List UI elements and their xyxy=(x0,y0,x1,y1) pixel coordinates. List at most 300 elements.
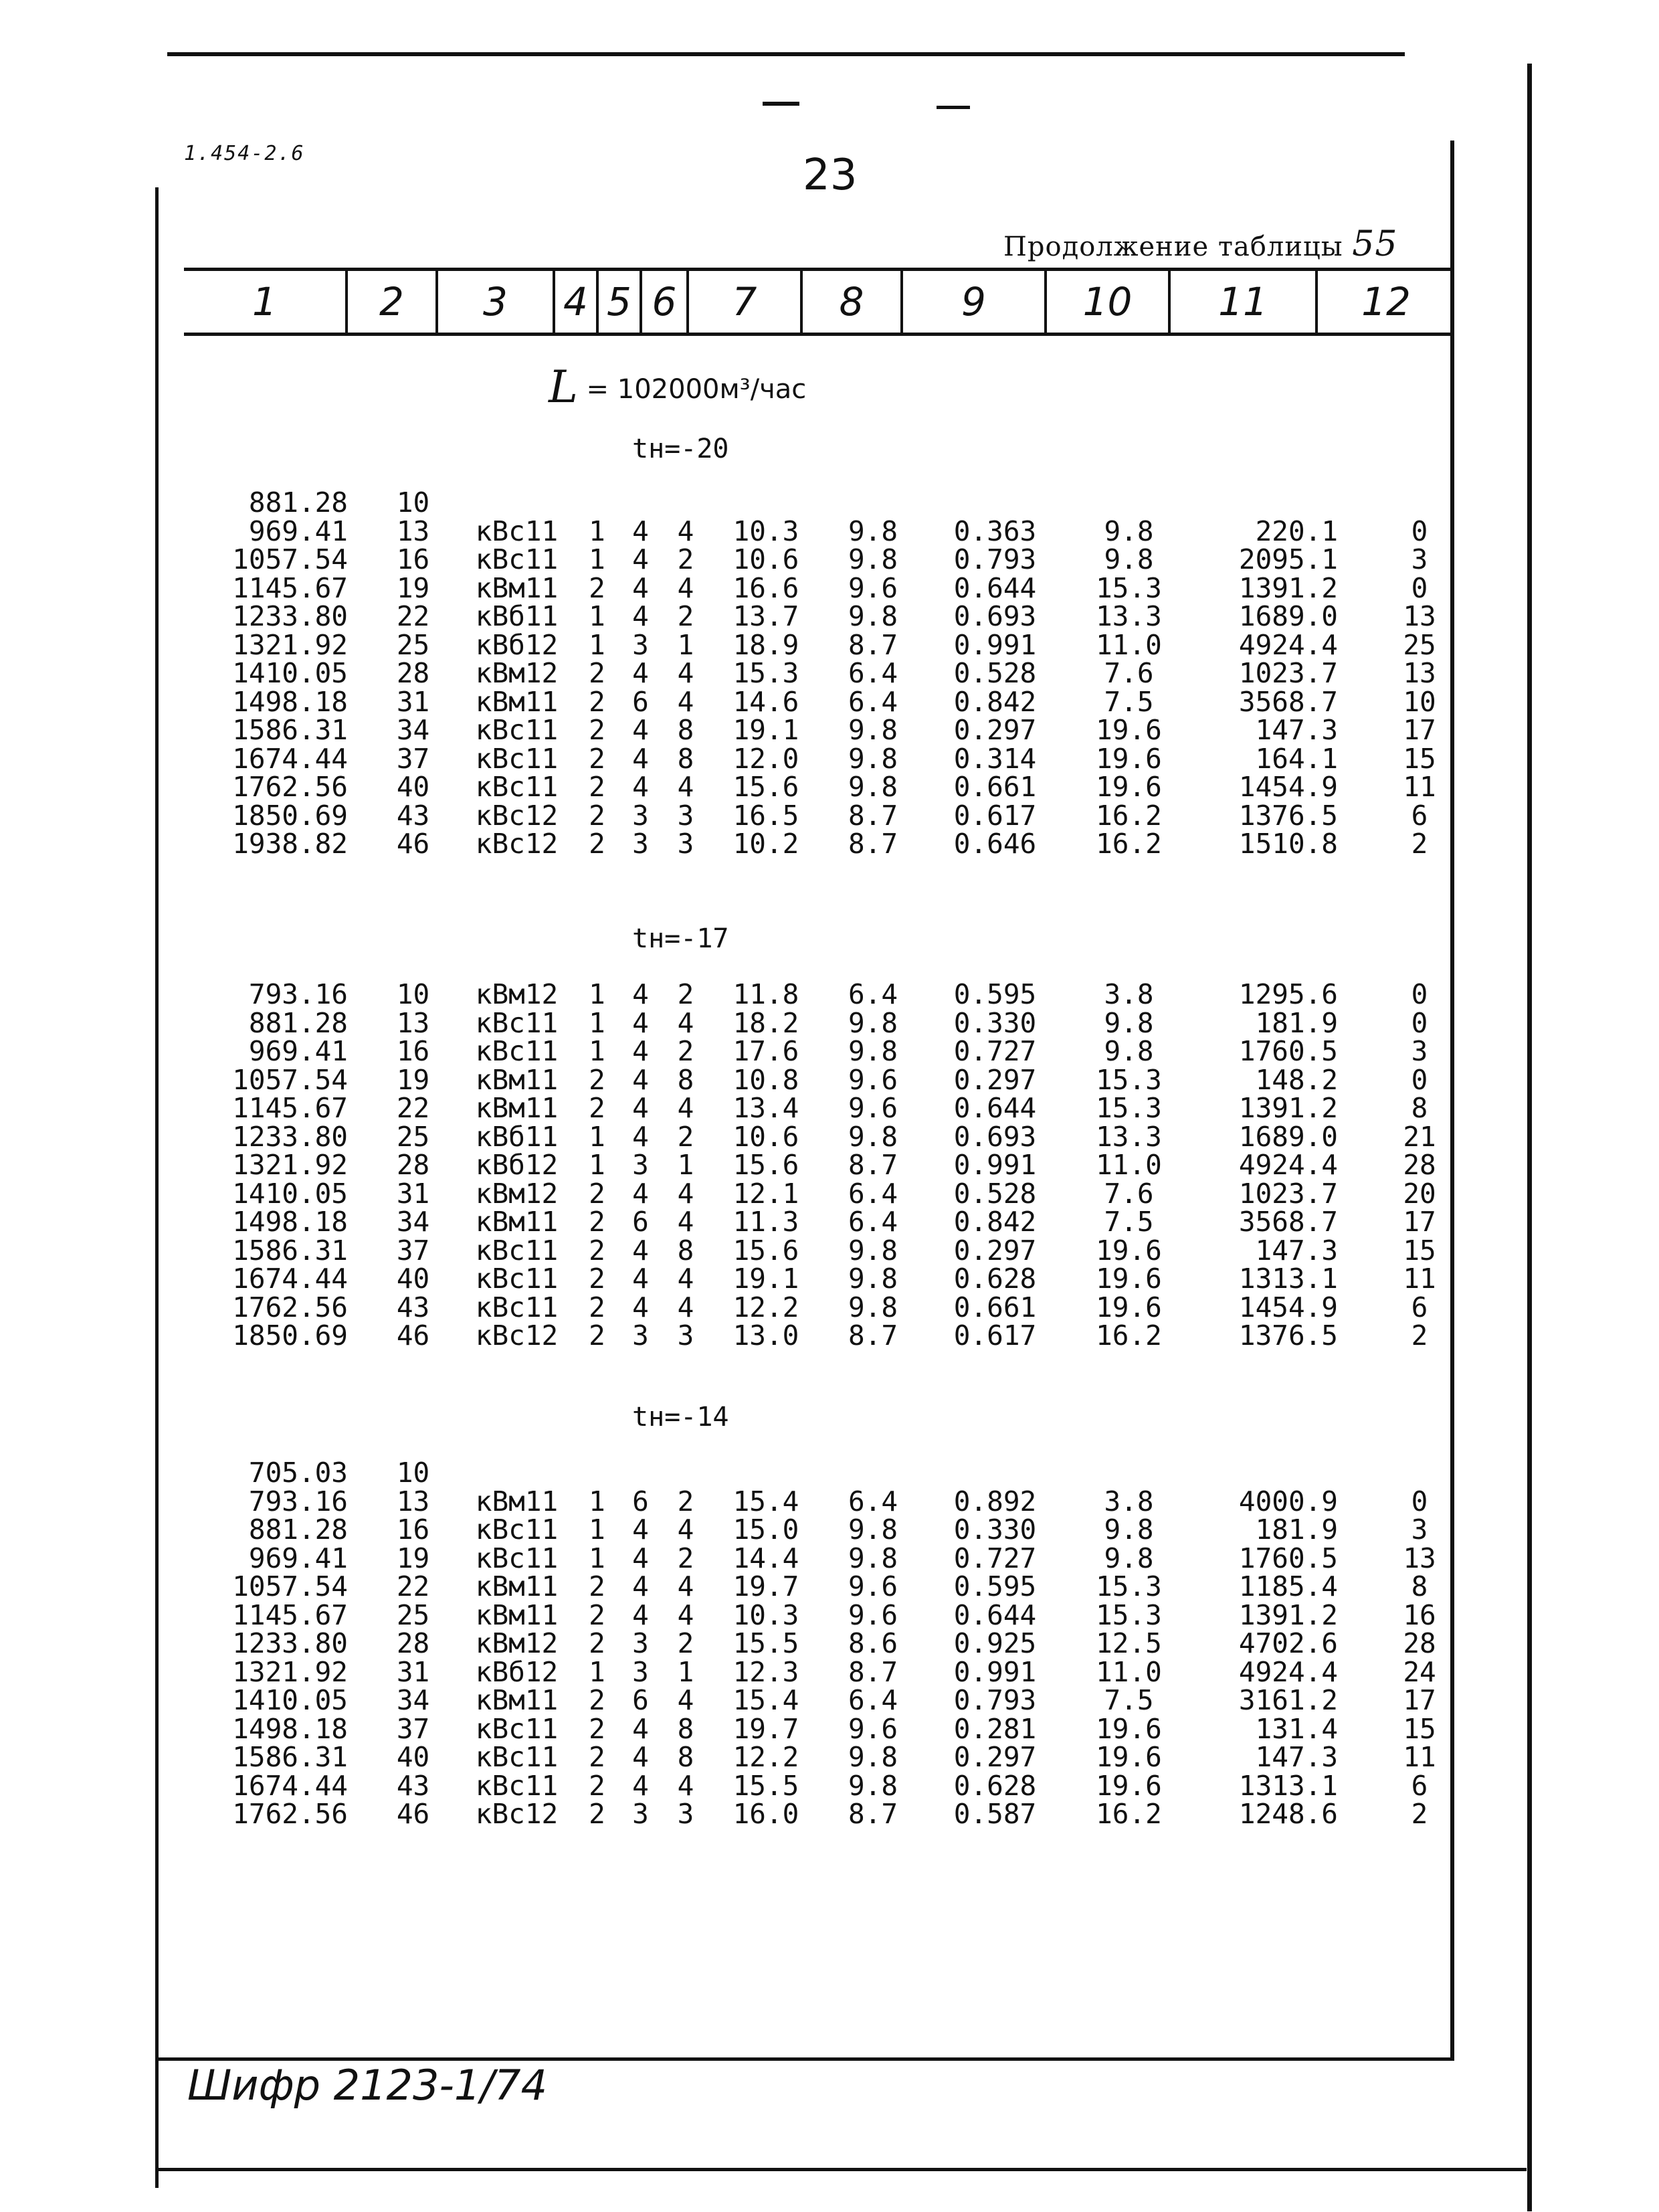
document-code: 1.454-2.6 xyxy=(184,142,305,165)
table-cell-col-12: 17 xyxy=(1403,714,1436,746)
table-cell-col-3: кВс11 xyxy=(475,714,559,746)
column-header: 8 xyxy=(803,271,903,333)
table-cell-col-9: 0.892 xyxy=(953,1485,1037,1517)
table-cell-col-3: кВм11 xyxy=(475,1684,559,1716)
table-cell-col-3: кВс11 xyxy=(475,1234,559,1267)
table-cell-col-5: 4 xyxy=(632,1598,649,1631)
table-cell-col-12: 11 xyxy=(1403,1263,1436,1295)
table-cell-col-3: кВм12 xyxy=(475,1177,559,1210)
table-cell-col-7: 12.2 xyxy=(733,1291,799,1323)
table-cell-col-7: 16.5 xyxy=(733,799,799,832)
table-row xyxy=(184,1180,1488,1208)
table-cell-col-5: 3 xyxy=(632,1319,649,1352)
table-cell-col-1: 1410.05 xyxy=(232,657,348,689)
table-cell-col-12: 17 xyxy=(1403,1206,1436,1238)
table-cell-col-10: 11.0 xyxy=(1096,1149,1162,1181)
table-cell-col-7: 12.1 xyxy=(733,1177,799,1210)
table-cell-col-4: 2 xyxy=(589,1627,605,1659)
table-cell-col-10: 7.5 xyxy=(1104,1684,1154,1716)
table-cell-col-4: 1 xyxy=(589,543,605,575)
table-cell-col-10: 19.6 xyxy=(1096,1291,1162,1323)
table-cell-col-3: кВс11 xyxy=(475,1263,559,1295)
table-cell-col-6: 8 xyxy=(677,1741,694,1773)
table-cell-col-10: 11.0 xyxy=(1096,1655,1162,1688)
table-cell-col-5: 4 xyxy=(632,543,649,575)
table-cell-col-1: 969.41 xyxy=(248,1035,348,1067)
table-cell-col-8: 9.8 xyxy=(848,742,898,775)
table-cell-col-5: 4 xyxy=(632,1513,649,1546)
table-cell-col-6: 4 xyxy=(677,1513,694,1546)
table-cell-col-6: 4 xyxy=(677,1570,694,1602)
table-cell-col-3: кВс11 xyxy=(475,1513,559,1546)
table-cell-col-8: 6.4 xyxy=(848,1485,898,1517)
table-row xyxy=(184,1743,1488,1772)
table-cell-col-6: 2 xyxy=(677,600,694,632)
table-cell-col-11: 1391.2 xyxy=(1238,1092,1338,1124)
table-cell-col-6: 2 xyxy=(677,1542,694,1574)
section-label: tн=-20 xyxy=(632,434,729,464)
table-row xyxy=(184,830,1488,858)
table-cell-col-3: кВб12 xyxy=(475,1655,559,1688)
table-cell-col-8: 8.7 xyxy=(848,1798,898,1830)
table-cell-col-11: 1760.5 xyxy=(1238,1035,1338,1067)
table-cell-col-2: 19 xyxy=(396,1063,430,1096)
table-cell-col-12: 25 xyxy=(1403,628,1436,661)
table-cell-col-8: 8.6 xyxy=(848,1627,898,1659)
table-cell-col-9: 0.793 xyxy=(953,543,1037,575)
table-cell-col-8: 8.7 xyxy=(848,1149,898,1181)
table-cell-col-5: 4 xyxy=(632,657,649,689)
table-cell-col-9: 0.693 xyxy=(953,1120,1037,1153)
table-cell-col-1: 881.28 xyxy=(248,1006,348,1039)
column-header: 9 xyxy=(903,271,1047,333)
table-cell-col-4: 2 xyxy=(589,1741,605,1773)
table-cell-col-10: 9.8 xyxy=(1104,515,1154,547)
table-cell-col-10: 7.5 xyxy=(1104,685,1154,718)
table-cell-col-10: 13.3 xyxy=(1096,600,1162,632)
table-cell-col-12: 8 xyxy=(1411,1092,1428,1124)
table-cell-col-8: 9.6 xyxy=(848,1570,898,1602)
table-cell-col-9: 0.617 xyxy=(953,799,1037,832)
section-label: tн=-14 xyxy=(632,1402,729,1433)
table-cell-col-1: 1145.67 xyxy=(232,571,348,604)
table-cell-col-4: 2 xyxy=(589,1291,605,1323)
table-row xyxy=(184,1800,1488,1829)
table-row xyxy=(184,688,1488,717)
table-cell-col-6: 2 xyxy=(677,978,694,1010)
table-cell-col-2: 25 xyxy=(396,628,430,661)
table-cell-col-6: 4 xyxy=(677,1291,694,1323)
table-cell-col-6: 4 xyxy=(677,1177,694,1210)
table-row xyxy=(184,1123,1488,1151)
table-cell-col-10: 16.2 xyxy=(1096,799,1162,832)
table-cell-col-7: 12.3 xyxy=(733,1655,799,1688)
table-cell-col-5: 4 xyxy=(632,1120,649,1153)
table-cell-col-10: 19.6 xyxy=(1096,1263,1162,1295)
table-cell-col-7: 12.2 xyxy=(733,1741,799,1773)
table-cell-col-6: 4 xyxy=(677,571,694,604)
table-cell-col-3: кВм12 xyxy=(475,978,559,1010)
table-cell-col-6: 4 xyxy=(677,1263,694,1295)
table-cell-col-5: 4 xyxy=(632,1542,649,1574)
table-cell-col-4 xyxy=(575,488,619,517)
table-cell-col-3: кВм11 xyxy=(475,1598,559,1631)
table-cell-col-10: 15.3 xyxy=(1096,1570,1162,1602)
table-cell-col-8: 6.4 xyxy=(848,1177,898,1210)
table-cell-col-7: 10.2 xyxy=(733,828,799,860)
table-cell-col-12 xyxy=(1351,1459,1488,1487)
table-cell-col-8: 8.7 xyxy=(848,1319,898,1352)
table-cell-col-3: кВб11 xyxy=(475,1120,559,1153)
table-cell-col-11: 4924.4 xyxy=(1238,1149,1338,1181)
table-cell-col-9: 0.595 xyxy=(953,1570,1037,1602)
table-cell-col-10: 15.3 xyxy=(1096,571,1162,604)
table-cell-col-11: 4924.4 xyxy=(1238,628,1338,661)
table-cell-col-12: 13 xyxy=(1403,1542,1436,1574)
section-table xyxy=(184,1459,1488,1829)
table-cell-col-11: 164.1 xyxy=(1255,742,1338,775)
table-row xyxy=(184,802,1488,830)
table-cell-col-8: 8.7 xyxy=(848,799,898,832)
table-cell-col-6: 2 xyxy=(677,1485,694,1517)
table-cell-col-8: 9.8 xyxy=(848,1291,898,1323)
table-cell-col-10: 3.8 xyxy=(1104,1485,1154,1517)
table-cell-col-11 xyxy=(1191,1459,1351,1487)
table-cell-col-7: 15.6 xyxy=(733,1234,799,1267)
table-cell-col-1: 1762.56 xyxy=(232,1798,348,1830)
section-label: tн=-17 xyxy=(632,923,729,954)
table-cell-col-6: 3 xyxy=(677,799,694,832)
table-cell-col-8: 9.6 xyxy=(848,1063,898,1096)
table-cell-col-2: 40 xyxy=(396,771,430,803)
table-cell-col-7 xyxy=(709,488,823,517)
table-cell-col-2: 16 xyxy=(396,1035,430,1067)
table-row xyxy=(184,1601,1488,1630)
table-cell-col-10: 19.6 xyxy=(1096,1741,1162,1773)
table-cell-col-11: 1454.9 xyxy=(1238,1291,1338,1323)
table-cell-col-8: 9.8 xyxy=(848,543,898,575)
table-cell-col-11: 147.3 xyxy=(1255,1234,1338,1267)
table-cell-col-8: 9.8 xyxy=(848,771,898,803)
table-cell-col-1: 1233.80 xyxy=(232,1627,348,1659)
column-header-row xyxy=(184,268,1454,336)
column-header: 7 xyxy=(689,271,803,333)
table-cell-col-7: 18.9 xyxy=(733,628,799,661)
table-cell-col-3: кВс12 xyxy=(475,1319,559,1352)
table-cell-col-11: 131.4 xyxy=(1255,1712,1338,1745)
table-cell-col-5: 3 xyxy=(632,1798,649,1830)
table-cell-col-6: 8 xyxy=(677,1712,694,1745)
table-cell-col-3: кВс11 xyxy=(475,543,559,575)
table-cell-col-9: 0.628 xyxy=(953,1263,1037,1295)
table-cell-col-11: 3161.2 xyxy=(1238,1684,1338,1716)
table-cell-col-10: 13.3 xyxy=(1096,1120,1162,1153)
table-cell-col-4: 1 xyxy=(589,1655,605,1688)
table-cell-col-3: кВс11 xyxy=(475,1291,559,1323)
table-cell-col-10: 19.6 xyxy=(1096,1712,1162,1745)
table-cell-col-12: 11 xyxy=(1403,771,1436,803)
table-cell-col-12: 0 xyxy=(1411,1063,1428,1096)
table-cell-col-4: 2 xyxy=(589,742,605,775)
column-header: 1 xyxy=(184,271,348,333)
table-cell-col-9: 0.314 xyxy=(953,742,1037,775)
table-cell-col-9: 0.528 xyxy=(953,1177,1037,1210)
table-cell-col-12: 6 xyxy=(1411,1291,1428,1323)
table-cell-col-4: 2 xyxy=(589,1684,605,1716)
table-cell-col-2: 34 xyxy=(396,714,430,746)
table-cell-col-12: 8 xyxy=(1411,1570,1428,1602)
table-cell-col-5: 4 xyxy=(632,714,649,746)
table-cell-col-7: 18.2 xyxy=(733,1006,799,1039)
table-cell-col-12: 3 xyxy=(1411,1035,1428,1067)
table-cell-col-11 xyxy=(1191,488,1351,517)
table-cell-col-5: 3 xyxy=(632,828,649,860)
table-cell-col-11: 1391.2 xyxy=(1238,1598,1338,1631)
table-cell-col-4: 1 xyxy=(589,978,605,1010)
table-cell-col-11: 1295.6 xyxy=(1238,978,1338,1010)
table-row xyxy=(184,1208,1488,1236)
table-cell-col-1: 1586.31 xyxy=(232,1741,348,1773)
table-row xyxy=(184,1515,1488,1544)
table-cell-col-9: 0.842 xyxy=(953,685,1037,718)
table-cell-col-12: 24 xyxy=(1403,1655,1436,1688)
table-cell-col-12: 11 xyxy=(1403,1741,1436,1773)
table-row xyxy=(184,1772,1488,1801)
table-cell-col-10: 19.6 xyxy=(1096,1234,1162,1267)
table-cell-col-1: 1410.05 xyxy=(232,1177,348,1210)
table-cell-col-8: 6.4 xyxy=(848,1206,898,1238)
table-cell-col-6: 2 xyxy=(677,1120,694,1153)
table-cell-col-2: 16 xyxy=(396,543,430,575)
table-cell-col-5: 3 xyxy=(632,1655,649,1688)
column-header: 4 xyxy=(555,271,599,333)
table-row xyxy=(184,1151,1488,1180)
table-cell-col-1: 1498.18 xyxy=(232,685,348,718)
table-cell-col-3: кВс12 xyxy=(475,1798,559,1830)
table-cell-col-4: 1 xyxy=(589,1542,605,1574)
table-row xyxy=(184,1293,1488,1322)
table-cell-col-6: 4 xyxy=(677,1684,694,1716)
table-cell-col-9: 0.693 xyxy=(953,600,1037,632)
table-cell-col-11: 1454.9 xyxy=(1238,771,1338,803)
table-cell-col-8: 9.8 xyxy=(848,1234,898,1267)
top-mark-dash xyxy=(937,106,970,109)
table-cell-col-3: кВб12 xyxy=(475,1149,559,1181)
table-cell-col-10: 19.6 xyxy=(1096,1769,1162,1802)
table-cell-col-10: 19.6 xyxy=(1096,771,1162,803)
table-cell-col-2: 10 xyxy=(396,978,430,1010)
table-cell-col-12: 20 xyxy=(1403,1177,1436,1210)
table-row xyxy=(184,602,1488,631)
table-row xyxy=(184,1629,1488,1658)
table-cell-col-5: 4 xyxy=(632,771,649,803)
table-cell-col-11: 147.3 xyxy=(1255,1741,1338,1773)
column-header: 10 xyxy=(1047,271,1171,333)
table-cell-col-8: 8.7 xyxy=(848,1655,898,1688)
frame-bottom-line xyxy=(155,2168,1527,2171)
table-row xyxy=(184,1658,1488,1687)
table-row xyxy=(184,1686,1488,1715)
frame-left-line xyxy=(155,187,159,2188)
table-cell-col-2: 31 xyxy=(396,685,430,718)
table-cell-col-4: 2 xyxy=(589,828,605,860)
table-cell-col-3: кВм11 xyxy=(475,1092,559,1124)
table-number: 55 xyxy=(1352,224,1398,264)
table-cell-col-2: 34 xyxy=(396,1684,430,1716)
table-cell-col-11: 1023.7 xyxy=(1238,657,1338,689)
table-cell-col-1: 969.41 xyxy=(248,515,348,547)
table-cell-col-10: 15.3 xyxy=(1096,1092,1162,1124)
table-cell-col-4: 2 xyxy=(589,1206,605,1238)
table-cell-col-12: 2 xyxy=(1411,828,1428,860)
table-cell-col-6: 1 xyxy=(677,1149,694,1181)
table-cell-col-12: 17 xyxy=(1403,1684,1436,1716)
table-cell-col-1: 1850.69 xyxy=(232,799,348,832)
table-cell-col-10: 16.2 xyxy=(1096,1319,1162,1352)
table-cell-col-4: 1 xyxy=(589,1513,605,1546)
table-cell-col-8: 9.8 xyxy=(848,1263,898,1295)
table-cell-col-7: 15.0 xyxy=(733,1513,799,1546)
table-cell-col-9: 0.330 xyxy=(953,1006,1037,1039)
table-cell-col-4: 2 xyxy=(589,685,605,718)
table-cell-col-3: кВм12 xyxy=(475,657,559,689)
table-cell-col-5: 3 xyxy=(632,1149,649,1181)
flow-value: 102000м³/час xyxy=(617,374,807,405)
table-cell-col-1: 1057.54 xyxy=(232,543,348,575)
table-cell-col-10: 12.5 xyxy=(1096,1627,1162,1659)
table-cell-col-5: 4 xyxy=(632,1234,649,1267)
table-cell-col-9: 0.661 xyxy=(953,771,1037,803)
continuation-caption xyxy=(1003,224,1397,264)
table-cell-col-4: 2 xyxy=(589,1319,605,1352)
table-cell-col-11: 1313.1 xyxy=(1238,1769,1338,1802)
table-cell-col-8: 9.8 xyxy=(848,1513,898,1546)
table-cell-col-4: 2 xyxy=(589,1712,605,1745)
table-cell-col-9: 0.644 xyxy=(953,1092,1037,1124)
table-cell-col-9: 0.925 xyxy=(953,1627,1037,1659)
table-cell-col-8: 9.8 xyxy=(848,1120,898,1153)
table-row xyxy=(184,1066,1488,1095)
table-cell-col-5 xyxy=(619,488,662,517)
table-cell-col-5: 3 xyxy=(632,799,649,832)
section-table xyxy=(184,980,1488,1350)
table-row xyxy=(184,517,1488,546)
frame-top-line xyxy=(167,52,1405,56)
table-cell-col-7: 19.7 xyxy=(733,1712,799,1745)
table-cell-col-10: 16.2 xyxy=(1096,828,1162,860)
table-cell-col-4: 2 xyxy=(589,1063,605,1096)
table-cell-col-11: 4924.4 xyxy=(1238,1655,1338,1688)
table-row xyxy=(184,545,1488,574)
table-cell-col-1: 705.03 xyxy=(248,1457,348,1489)
table-cell-col-1: 793.16 xyxy=(248,978,348,1010)
table-cell-col-7: 12.0 xyxy=(733,742,799,775)
table-cell-col-2: 13 xyxy=(396,1485,430,1517)
table-cell-col-10: 3.8 xyxy=(1104,978,1154,1010)
table-cell-col-10: 9.8 xyxy=(1104,1513,1154,1546)
table-cell-col-5: 3 xyxy=(632,1627,649,1659)
table-cell-col-9: 0.991 xyxy=(953,1655,1037,1688)
table-cell-col-2: 40 xyxy=(396,1263,430,1295)
table-row xyxy=(184,773,1488,802)
table-cell-col-9: 0.727 xyxy=(953,1542,1037,1574)
table-cell-col-9: 0.297 xyxy=(953,714,1037,746)
table-cell-col-4 xyxy=(575,1459,619,1487)
table-row xyxy=(184,1715,1488,1744)
table-cell-col-12: 15 xyxy=(1403,1712,1436,1745)
table-cell-col-10: 11.0 xyxy=(1096,628,1162,661)
table-cell-col-11: 1023.7 xyxy=(1238,1177,1338,1210)
table-cell-col-2: 34 xyxy=(396,1206,430,1238)
table-cell-col-4: 1 xyxy=(589,1149,605,1181)
frame-right-line xyxy=(1527,64,1532,2211)
table-cell-col-4: 2 xyxy=(589,657,605,689)
table-cell-col-8: 9.8 xyxy=(848,714,898,746)
table-cell-col-11: 181.9 xyxy=(1255,1513,1338,1546)
table-cell-col-12 xyxy=(1351,488,1488,517)
table-cell-col-7: 15.5 xyxy=(733,1627,799,1659)
table-row xyxy=(184,659,1488,688)
table-cell-col-12: 3 xyxy=(1411,543,1428,575)
table-cell-col-7: 15.3 xyxy=(733,657,799,689)
table-cell-col-10: 9.8 xyxy=(1104,1006,1154,1039)
table-cell-col-6: 1 xyxy=(677,628,694,661)
table-cell-col-10: 9.8 xyxy=(1104,543,1154,575)
table-cell-col-4: 2 xyxy=(589,1177,605,1210)
table-cell-col-2: 46 xyxy=(396,1798,430,1830)
table-cell-col-3: кВс11 xyxy=(475,1006,559,1039)
table-cell-col-7: 14.6 xyxy=(733,685,799,718)
table-cell-col-11: 148.2 xyxy=(1255,1063,1338,1096)
table-cell-col-4: 1 xyxy=(589,628,605,661)
table-cell-col-8: 9.6 xyxy=(848,1598,898,1631)
table-cell-col-3: кВм11 xyxy=(475,685,559,718)
table-cell-col-2: 43 xyxy=(396,799,430,832)
table-cell-col-11: 147.3 xyxy=(1255,714,1338,746)
table-cell-col-4: 2 xyxy=(589,1263,605,1295)
table-cell-col-7: 13.4 xyxy=(733,1092,799,1124)
table-cell-col-8: 9.8 xyxy=(848,1741,898,1773)
table-cell-col-6: 1 xyxy=(677,1655,694,1688)
flow-equals: = xyxy=(586,374,609,405)
table-cell-col-6: 8 xyxy=(677,1234,694,1267)
table-row xyxy=(184,1321,1488,1350)
table-cell-col-7: 10.6 xyxy=(733,543,799,575)
page-number: 23 xyxy=(803,151,858,200)
table-cell-col-1: 1321.92 xyxy=(232,628,348,661)
table-cell-col-6: 8 xyxy=(677,742,694,775)
table-cell-col-8: 9.8 xyxy=(848,1006,898,1039)
table-cell-col-7: 17.6 xyxy=(733,1035,799,1067)
table-cell-col-2: 28 xyxy=(396,657,430,689)
table-cell-col-6: 2 xyxy=(677,1627,694,1659)
table-cell-col-11: 1510.8 xyxy=(1238,828,1338,860)
table-cell-col-9: 0.363 xyxy=(953,515,1037,547)
table-cell-col-12: 0 xyxy=(1411,515,1428,547)
table-cell-col-3: кВс12 xyxy=(475,799,559,832)
table-cell-col-9: 0.330 xyxy=(953,1513,1037,1546)
table-cell-col-2: 25 xyxy=(396,1598,430,1631)
table-cell-col-5: 3 xyxy=(632,628,649,661)
table-cell-col-9: 0.281 xyxy=(953,1712,1037,1745)
table-cell-col-11: 3568.7 xyxy=(1238,1206,1338,1238)
table-cell-col-6: 3 xyxy=(677,1798,694,1830)
table-cell-col-6: 3 xyxy=(677,828,694,860)
table-cell-col-7: 10.8 xyxy=(733,1063,799,1096)
table-cell-col-5: 6 xyxy=(632,1684,649,1716)
table-cell-col-5: 4 xyxy=(632,978,649,1010)
table-cell-col-2: 28 xyxy=(396,1149,430,1181)
